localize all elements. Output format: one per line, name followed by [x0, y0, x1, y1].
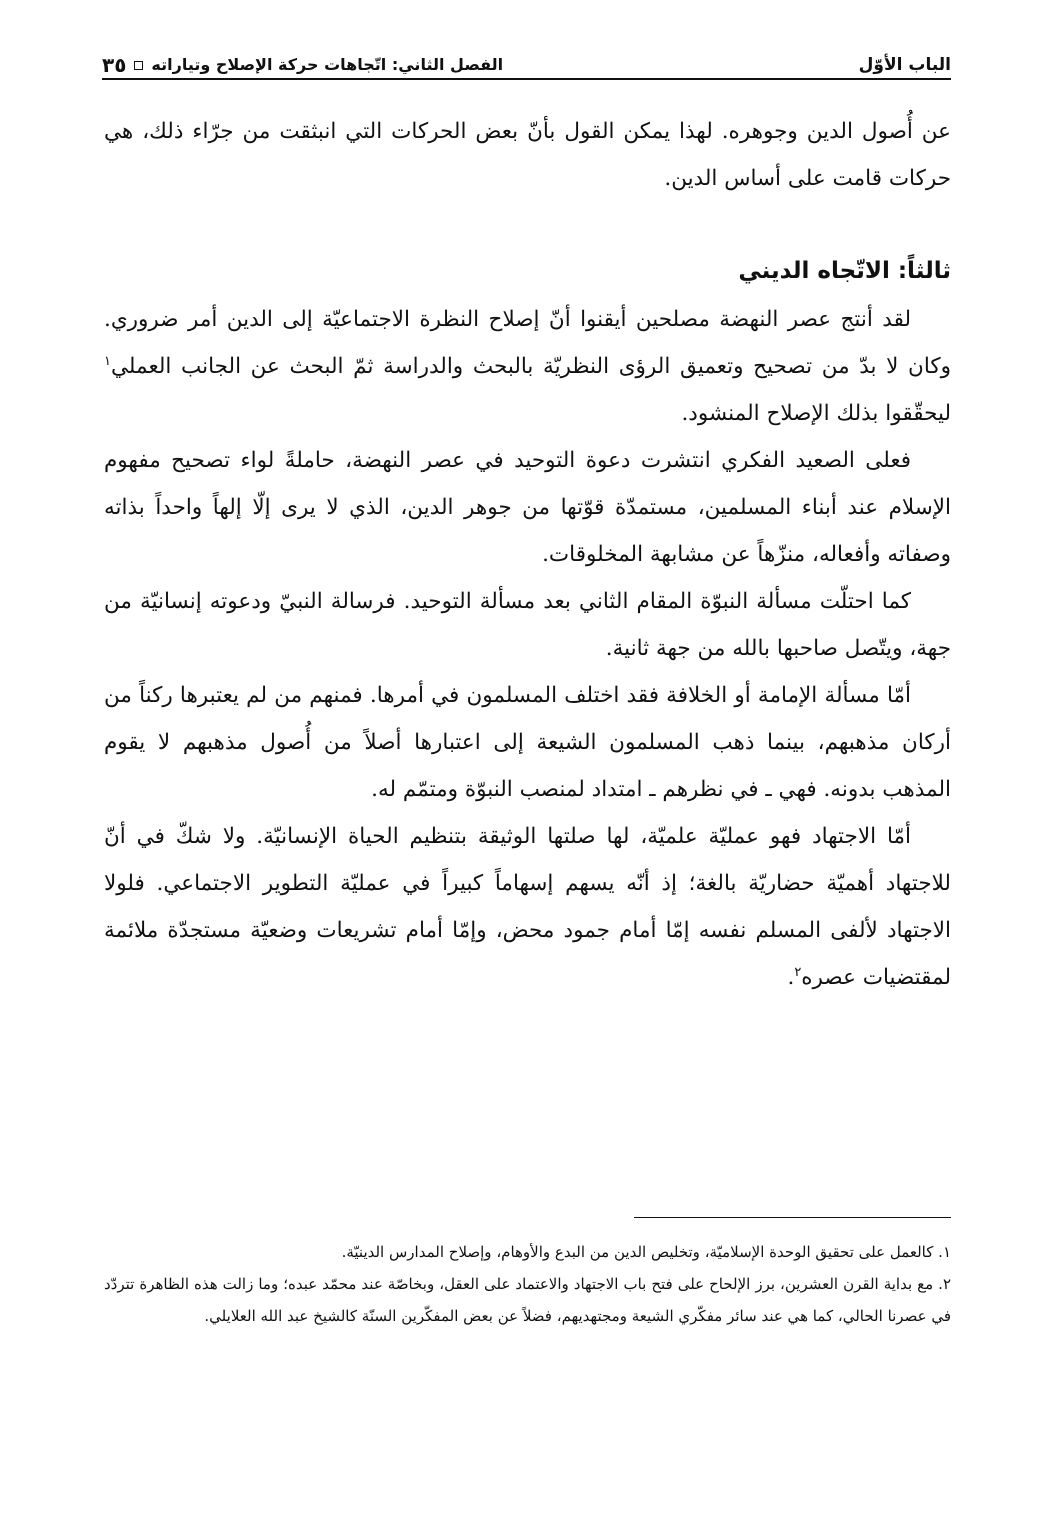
footnote-divider — [634, 1217, 951, 1218]
paragraph-2-text-a: لقد أنتج عصر النهضة مصلحين أيقنوا أنّ إصلاح النظرة الاجتماعيّة إلى الدين أمر ضروري. وكان لا بدّ من تصحيح وتعميق الرؤى النظريّة بالبحث والدراسة ثمّ البحث عن الجانب العملي — [104, 307, 951, 379]
header-chapter-group — [102, 54, 503, 76]
header-chapter-title: الفصل الثاني: اتّجاهات حركة الإصلاح وتياراته — [151, 55, 504, 74]
paragraph-6-text-b: . — [787, 965, 795, 990]
square-separator-icon — [134, 61, 143, 70]
footnote-ref-2[interactable]: ٢ — [794, 964, 802, 980]
footnote-2: ٢. مع بداية القرن العشرين، برز الإلحاح على فتح باب الاجتهاد والاعتماد على العقل، وبخاصّة عند محمّد عبده؛ وما زالت هذه الظاهرة تتردّد في عصرنا الحالي، كما هي عند سائر مفكّري الشيعة ومجتهديهم، فضلاً عن بعض المفكّرين السنّة كالشيخ عبد الله العلايلي. — [104, 1275, 951, 1325]
paragraph-1: عن أُصول الدين وجوهره. لهذا يمكن القول بأنّ بعض الحركات التي انبثقت من جرّاء ذلك، هي حركات قامت على أساس الدين. — [104, 119, 951, 191]
paragraph-2 — [104, 296, 951, 437]
footnote-ref-1[interactable]: ١ — [104, 353, 111, 369]
paragraph-3: فعلى الصعيد الفكري انتشرت دعوة التوحيد في عصر النهضة، حاملةً لواء تصحيح مفهوم الإسلام عند أبناء المسلمين، مستمدّة قوّتها من جوهر الدين، الذي لا يرى إلّا إلهاً واحداً بذاته وصفاته وأفعاله، منزّهاً عن مشابهة المخلوقات. — [104, 448, 951, 567]
footnotes — [104, 1236, 951, 1332]
paragraph-5: أمّا مسألة الإمامة أو الخلافة فقد اختلف المسلمون في أمرها. فمنهم من لم يعتبرها ركناً من أركان مذهبهم، بينما ذهب المسلمون الشيعة إلى اعتبارها أصلاً من أُصول مذهبهم لا يقوم المذهب بدونه. فهي ـ في نظرهم ـ امتداد لمنصب النبوّة ومتمّم له. — [104, 683, 951, 802]
section-heading: ثالثاً: الاتّجاه الديني — [738, 258, 951, 284]
footnote-1: ١. كالعمل على تحقيق الوحدة الإسلاميّة، وتخليص الدين من البدع والأوهام، وإصلاح المدارس الدينيّة. — [341, 1243, 951, 1261]
paragraph-4: كما احتلّت مسألة النبوّة المقام الثاني بعد مسألة التوحيد. فرسالة النبيّ ودعوته إنسانيّة من جهة، ويتّصل صاحبها بالله من جهة ثانية. — [104, 589, 951, 661]
running-header — [102, 40, 951, 80]
paragraph-6 — [104, 813, 951, 1001]
paragraph-6-text-a: أمّا الاجتهاد فهو عمليّة علميّة، لها صلتها الوثيقة بتنظيم الحياة الإنسانيّة. ولا شكّ في أنّ للاجتهاد أهميّة حضاريّة بالغة؛ إذ أنّه يسهم إسهاماً كبيراً في عمليّة التطوير الاجتماعي. فلولا الاجتهاد لألفى المسلم نفسه إمّا أمام جمود محض، وإمّا أمام تشريعات وضعيّة مستجدّة ملائمة لمقتضيات عصره — [104, 824, 951, 990]
main-text — [104, 108, 951, 1001]
header-part-title: الباب الأوّل — [858, 55, 951, 75]
page-number: ٣٥ — [102, 53, 127, 77]
paragraph-2-text-b: ليحقّقوا بذلك الإصلاح المنشود. — [681, 401, 951, 426]
